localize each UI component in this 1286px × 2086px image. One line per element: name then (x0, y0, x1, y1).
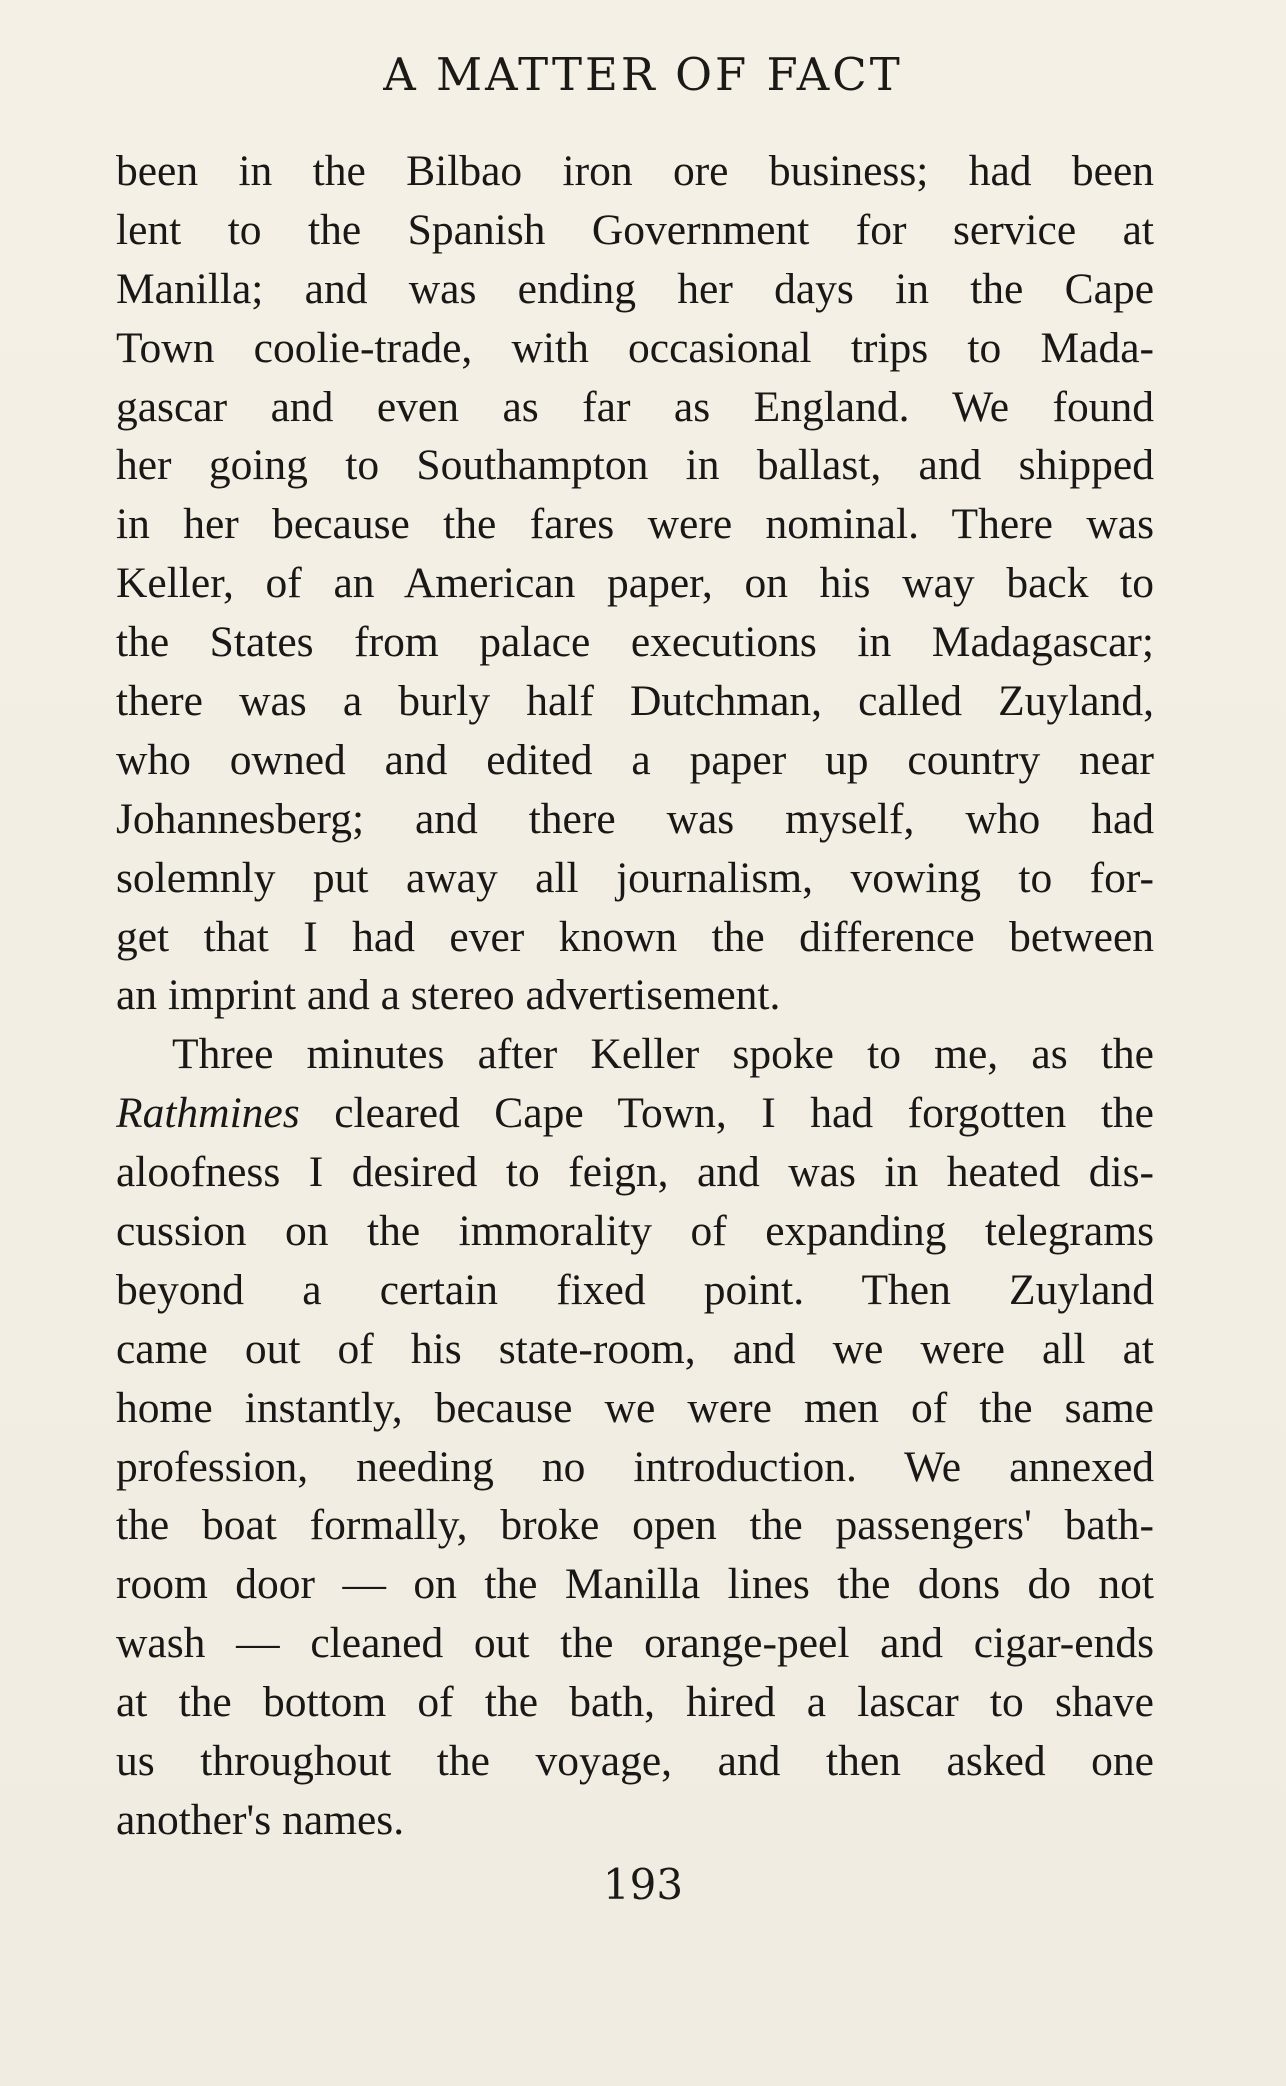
text-line: Town coolie-trade, with occasional trips to Mada- (116, 323, 1154, 372)
text-line: been in the Bilbao iron ore business; had been (116, 147, 1154, 195)
paragraph-1 (116, 142, 1154, 1025)
text-line: aloofness I desired to feign, and was in heated dis- (116, 1148, 1154, 1197)
text-line: wash — cleaned out the orange-peel and cigar-ends (116, 1619, 1154, 1668)
text-line: Three minutes after Keller spoke to me, as the (172, 1030, 1154, 1079)
text-line: solemnly put away all journalism, vowing to for- (116, 853, 1154, 902)
text-line: lent to the Spanish Government for service at (116, 205, 1154, 254)
text-line: came out of his state-room, and we were all at (116, 1324, 1154, 1373)
text-line: profession, needing no introduction. We annexed (116, 1442, 1154, 1491)
text-line: room door — on the Manilla lines the dons do not (116, 1560, 1154, 1609)
text-line: us throughout the voyage, and then asked one (116, 1737, 1154, 1786)
text-line: an imprint and a stereo advertisement. (116, 971, 781, 1020)
text-line: get that I had ever known the difference between (116, 912, 1154, 961)
text-line: cussion on the immorality of expanding telegrams (116, 1207, 1154, 1256)
text-line: another's names. (116, 1795, 405, 1844)
text-line: there was a burly half Dutchman, called Zuyland, (116, 677, 1154, 726)
text-line: the States from palace executions in Madagascar; (116, 618, 1154, 667)
text-line: the boat formally, broke open the passengers' bath- (116, 1501, 1154, 1550)
text-line: at the bottom of the bath, hired a lascar to shave (116, 1678, 1154, 1727)
text-line-rest: cleared Cape Town, I had forgotten the (299, 1089, 1154, 1138)
text-line: in her because the fares were nominal. There was (116, 500, 1154, 549)
text-line (116, 1084, 1154, 1143)
text-line: Keller, of an American paper, on his way back to (116, 559, 1154, 608)
text-line: her going to Southampton in ballast, and shipped (116, 441, 1154, 490)
running-head: A MATTER OF FACT (383, 48, 903, 101)
ship-name: Rathmines (116, 1089, 300, 1138)
body-text (116, 142, 1154, 1850)
page-number: 193 (602, 1860, 684, 1909)
text-line: home instantly, because we were men of the same (116, 1383, 1154, 1432)
text-line: beyond a certain fixed point. Then Zuyland (116, 1265, 1154, 1314)
text-line: Manilla; and was ending her days in the Cape (116, 264, 1154, 313)
paragraph-2 (116, 1025, 1154, 1849)
text-line: Johannesberg; and there was myself, who had (116, 794, 1154, 843)
text-line: gascar and even as far as England. We found (116, 382, 1154, 431)
text-line: who owned and edited a paper up country near (116, 735, 1154, 784)
